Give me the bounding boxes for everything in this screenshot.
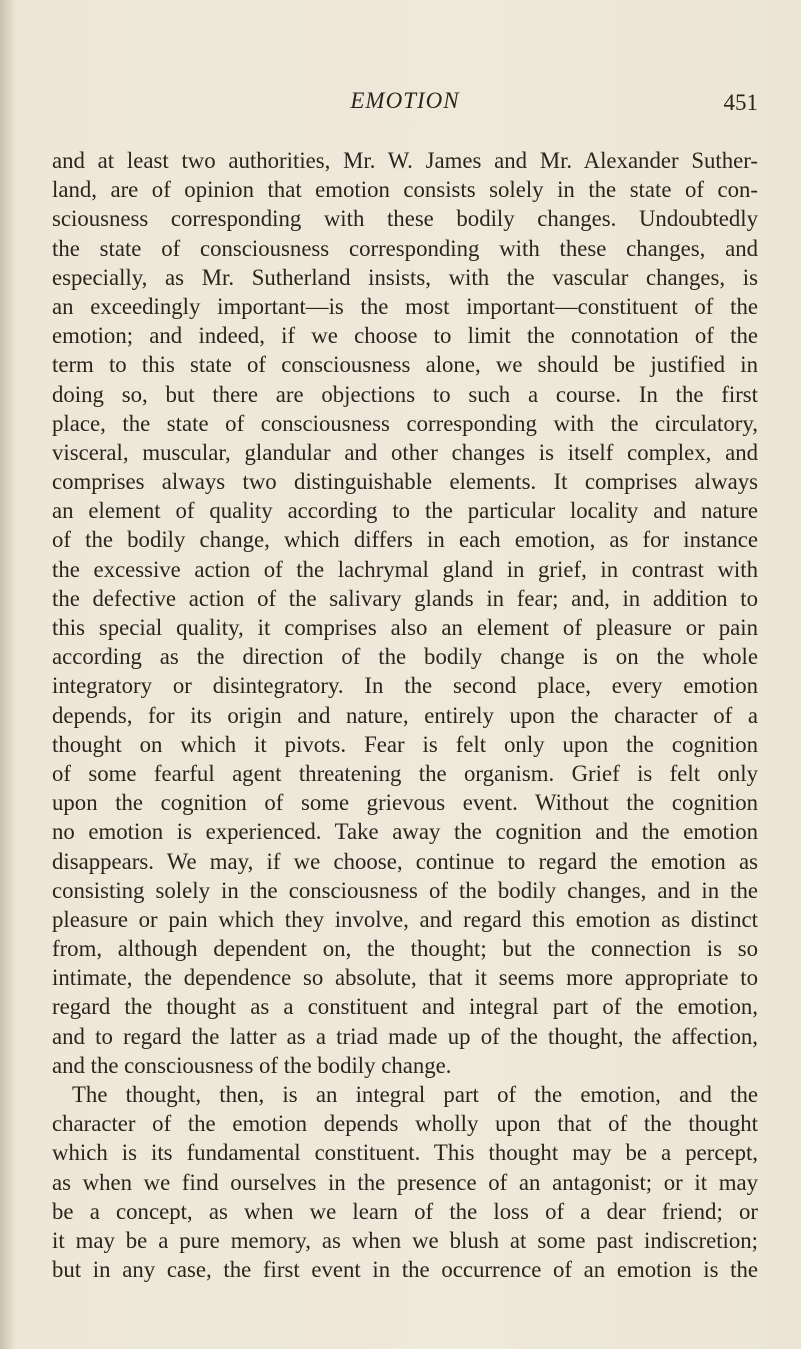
text-line: term to this state of consciousness alone, we should be justified in [52,352,758,378]
text-line: especially, as Mr. Sutherland insists, with the vascular changes, is [52,264,758,290]
text-line: be a concept, as when we learn of the loss of a dear friend; or [52,1198,758,1224]
text-line: an exceedingly important—is the most important—constituent of the [52,293,758,319]
text-line: an element of quality according to the particular locality and nature [52,498,758,524]
text-line: as when we find ourselves in the presence of an antagonist; or it may [52,1169,758,1195]
text-line: and the consciousness of the bodily change. [52,1052,452,1078]
text-line: which is its fundamental constituent. This thought may be a percept, [52,1140,758,1166]
text-line: of the bodily change, which differs in each emotion, as for instance [52,527,758,553]
text-line: land, are of opinion that emotion consists solely in the state of con- [52,177,758,203]
text-line: disappears. We may, if we choose, continue to regard the emotion as [52,848,758,874]
body-text [52,146,758,1284]
text-line: thought on which it pivots. Fear is felt only upon the cognition [52,731,758,757]
spine-shadow [0,0,16,1349]
text-line: comprises always two distinguishable elements. It comprises always [52,469,758,495]
text-line: according as the direction of the bodily change is on the whole [52,644,758,670]
text-line: The thought, then, is an integral part of the emotion, and the [72,1082,758,1107]
text-line: doing so, but there are objections to such a course. In the first [52,381,758,407]
text-line: the state of consciousness corresponding with these changes, and [52,235,758,261]
text-line: from, although dependent on, the thought; but the connection is so [52,936,758,962]
text-line: consisting solely in the consciousness of the bodily changes, and in the [52,877,758,903]
text-line: and to regard the latter as a triad made up of the thought, the affection, [52,1023,758,1049]
text-line: but in any case, the first event in the occurrence of an emotion is the [52,1257,758,1283]
text-line: regard the thought as a constituent and integral part of the emotion, [52,994,758,1020]
text-line: it may be a pure memory, as when we blush at some past indiscretion; [52,1227,758,1253]
text-line: the excessive action of the lachrymal gland in grief, in contrast with [52,556,758,582]
text-line: upon the cognition of some grievous event. Without the cognition [52,790,758,816]
text-line: depends, for its origin and nature, entirely upon the character of a [52,702,758,728]
text-line: pleasure or pain which they involve, and regard this emotion as distinct [52,906,758,932]
text-line: no emotion is experienced. Take away the cognition and the emotion [52,819,758,845]
text-line: integratory or disintegratory. In the second place, every emotion [52,673,758,699]
text-line: the defective action of the salivary glands in fear; and, in addition to [52,585,758,611]
text-line: emotion; and indeed, if we choose to limit the connotation of the [52,323,758,349]
text-line: this special quality, it comprises also an element of pleasure or pain [52,615,758,640]
text-line: character of the emotion depends wholly upon that of the thought [52,1111,758,1137]
text-line: place, the state of consciousness corresponding with the circulatory, [52,410,758,436]
text-line: visceral, muscular, glandular and other changes is itself complex, and [52,439,758,465]
page-number: 451 [723,90,758,115]
text-line: and at least two authorities, Mr. W. James and Mr. Alexander Suther- [52,148,758,173]
text-line: sciousness corresponding with these bodily changes. Undoubtedly [52,206,758,232]
text-line: intimate, the dependence so absolute, that it seems more appropriate to [52,965,758,991]
page-header [52,88,758,128]
running-title: EMOTION [350,88,460,113]
text-line: of some fearful agent threatening the organism. Grief is felt only [52,760,758,786]
